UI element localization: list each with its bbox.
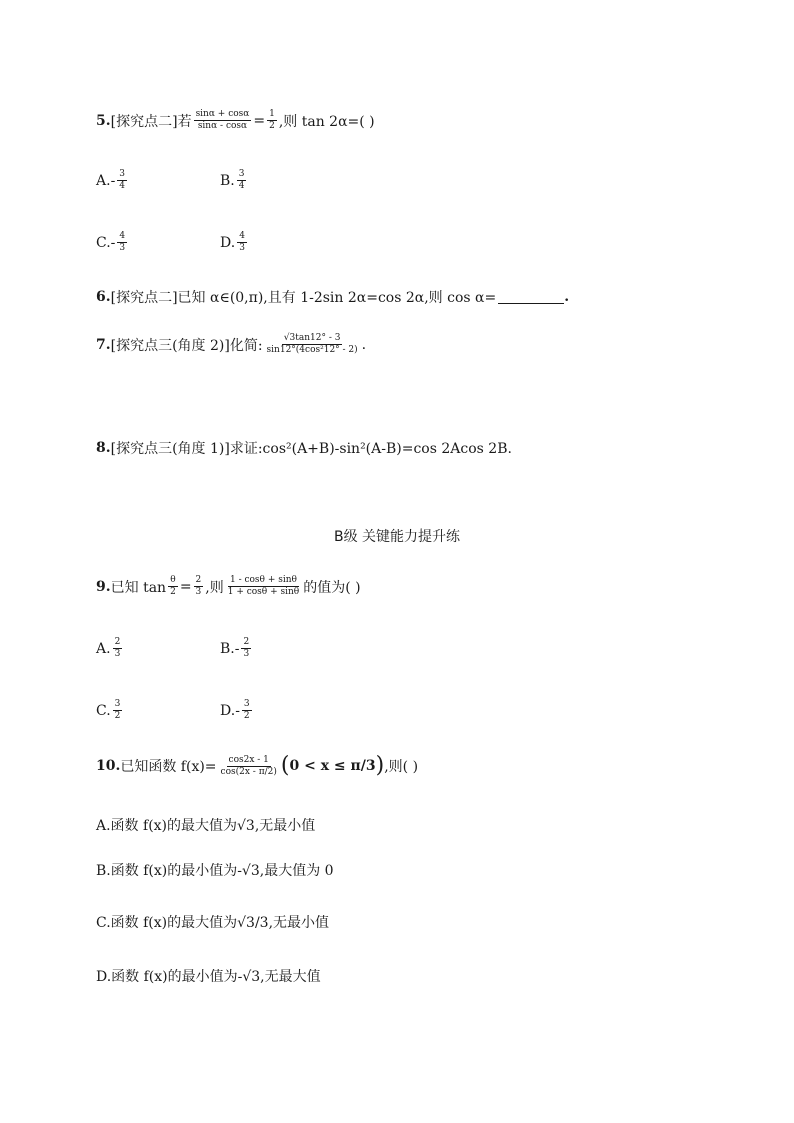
question-number: 5.	[96, 112, 111, 129]
fraction: $\frac{3}{4}$	[119, 169, 126, 191]
fraction: $\frac{4}{3}$	[239, 231, 245, 253]
question-text: [探究点三(角度 2)]化简:	[110, 337, 263, 354]
option-a[interactable]: A. $\frac{2}{3}$	[96, 637, 121, 659]
question-number: 8.	[96, 440, 111, 456]
question-9: 9. 已知 tan $\frac{\theta}{2}$ = $\frac{2}{3}$ ,则 $\frac{1 - \cos\theta + \sin\theta}{1 + \cos\theta + \sin\theta}$ 的值为( )	[96, 575, 361, 597]
question-number: 6.	[96, 289, 111, 305]
question-6: 6. [探究点二]已知 α∈(0,π),且有 1-2sin 2α=cos 2α,则 cos α= .	[96, 289, 570, 306]
domain-condition: 0 < x ≤ π/3	[289, 758, 376, 774]
fraction: $\frac{\sin\alpha + \cos\alpha}{\sin\alpha - \cos\alpha}$	[195, 109, 250, 131]
question-text: [探究点二]已知 α∈(0,π),且有 1-2sin 2α=cos 2α,则 cos α=	[110, 290, 497, 306]
fraction: $\frac{3}{4}$	[238, 169, 245, 191]
question-8	[96, 438, 512, 458]
option-c[interactable]: C. $\frac{3}{2}$	[96, 699, 121, 721]
question-tag: [探究点二]	[110, 113, 178, 130]
fraction: $\frac{2}{3}$	[243, 637, 250, 659]
fraction: $\frac{3}{2}$	[114, 699, 121, 721]
option-b[interactable]: B. - $\frac{2}{3}$	[220, 637, 250, 659]
question-text: ,则 tan 2α=( )	[278, 113, 375, 130]
question-7: 7. [探究点三(角度 2)]化简: $\frac{√3\tan 12^\circ - 3}{\text{sin12°(4cos²12° - 2)}}$ .	[96, 333, 367, 355]
section-title: B级 关键能力提升练	[333, 529, 461, 545]
question-text: 若	[177, 113, 192, 130]
fraction: $\frac{3}{2}$	[243, 699, 250, 721]
option-b[interactable]: B.函数 f(x)的最小值为-√3,最大值为 0	[96, 863, 334, 879]
option-d[interactable]: D. $\frac{4}{3}$	[220, 231, 245, 253]
question-text: 已知函数 f(x)=	[120, 759, 217, 775]
option-a[interactable]: A. - $\frac{3}{4}$	[96, 169, 126, 191]
fraction: $\frac{1 - \cos\theta + \sin\theta}{1 + \cos\theta + \sin\theta}$	[227, 575, 300, 597]
question-text: 已知 tan	[110, 579, 167, 596]
answer-blank[interactable]	[498, 291, 564, 304]
question-text: ,则( )	[384, 759, 419, 775]
question-number: 7.	[96, 336, 111, 353]
fraction: $\frac{\theta}{2}$	[170, 575, 176, 597]
fraction: $\frac{4}{3}$	[119, 231, 126, 253]
question-text: [探究点三(角度 1)]求证:cos²(A+B)-sin²(A-B)=cos 2Acos 2B.	[110, 441, 512, 457]
option-c[interactable]: C.函数 f(x)的最大值为√3/3,无最小值	[96, 915, 330, 931]
question-text: 的值为( )	[303, 579, 361, 596]
fraction: $\frac{√3\tan 12^\circ - 3}{\text{sin12°(4cos²12° - 2)}}$	[266, 333, 358, 355]
option-a[interactable]: A.函数 f(x)的最大值为√3,无最小值	[96, 818, 316, 834]
question-5: 5. [探究点二] 若 $\frac{\sin\alpha + \cos\alpha}{\sin\alpha - \cos\alpha}$ = $\frac{1}{2}$ ,则 tan 2α=( )	[96, 109, 375, 131]
question-number: 10.	[96, 758, 121, 774]
fraction: $\frac{2}{3}$	[195, 575, 202, 597]
fraction: $\frac{1}{2}$	[269, 109, 275, 131]
fraction: $\frac{\cos 2x - 1}{\cos(2x - \pi/2)}$	[220, 754, 277, 777]
option-b[interactable]: B. $\frac{3}{4}$	[220, 169, 245, 191]
option-c[interactable]: C. - $\frac{4}{3}$	[96, 231, 126, 253]
option-d[interactable]: D. - $\frac{3}{2}$	[220, 699, 250, 721]
fraction: $\frac{2}{3}$	[114, 637, 121, 659]
option-d[interactable]: D.函数 f(x)的最小值为-√3,无最大值	[96, 969, 321, 985]
question-10: 10. 已知函数 f(x)= $\frac{\cos 2x - 1}{\cos(2x - \pi/2)}$ ( 0 < x ≤ π/3 ) ,则( )	[96, 753, 419, 778]
question-number: 9.	[96, 578, 111, 595]
